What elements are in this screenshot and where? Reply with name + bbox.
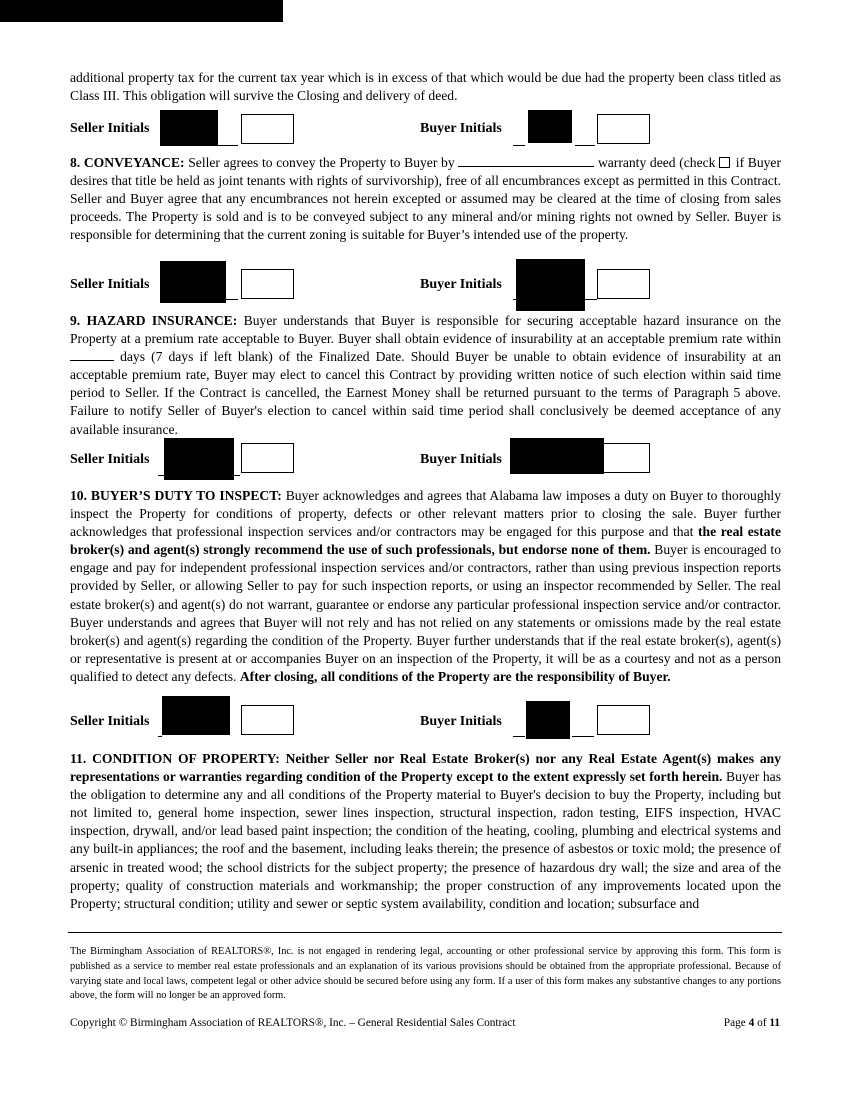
- section-8-heading: 8. CONVEYANCE:: [70, 155, 185, 170]
- buyer-initials-box[interactable]: [597, 443, 650, 473]
- section-11-condition-of-property: [70, 750, 781, 913]
- section-10-bold-a: the real estate broker(s) and agent(s) strongly recommend the use of such professionals, but endorse none of them.: [70, 524, 781, 558]
- buyer-initials-label: Buyer Initials: [420, 121, 502, 136]
- section-9-heading: 9. HAZARD INSURANCE:: [70, 313, 238, 328]
- seller-initials-redaction: [160, 110, 218, 146]
- initials-row-4: [70, 700, 781, 738]
- section-10-bold-b: After closing, all conditions of the Property are the responsibility of Buyer.: [239, 668, 671, 684]
- buyer-initials-line-2: [575, 145, 595, 146]
- seller-initials-line: [218, 145, 238, 146]
- page-current: 4: [748, 1017, 755, 1029]
- buyer-initials-redaction: [526, 701, 570, 739]
- page-word: Page: [723, 1017, 749, 1029]
- buyer-initials-label: Buyer Initials: [420, 452, 502, 467]
- section-10-text-a: Buyer acknowledges and agrees that Alabama law imposes a duty on Buyer to thoroughly inspect the Property for conditions of property, defects or other relevant matters prior to closing the sale. Buyer further acknowledges that professional inspection services and/or contractors may be engaged for this purpose and that: [70, 488, 781, 540]
- redaction-bar: [0, 0, 283, 22]
- joint-tenants-checkbox[interactable]: [719, 157, 730, 168]
- footer-divider: [68, 932, 782, 933]
- section-11-heading: 11. CONDITION OF PROPERTY: Neither Seller nor Real Estate Broker(s) nor any Real Estate Agent(s) makes any representations or warranties regarding condition of the Property except to the extent expressly set forth herein.: [70, 751, 781, 785]
- seller-initials-box[interactable]: [241, 705, 294, 735]
- seller-initials-box[interactable]: [241, 114, 294, 144]
- seller-initials-label: Seller Initials: [70, 277, 150, 292]
- seller-initials-box[interactable]: [241, 443, 294, 473]
- section-8-text-c: if Buyer desires that title be held as joint tenants with rights of survivorship), free of all encumbrances except as permitted in this Contract. Seller and Buyer agree that any encumbrances not herein excepted or assumed may be cleared at the time of closing from sales proceeds. The Property is sold and is to be conveyed subject to any mineral and/or mining rights not owned by Seller. Buyer is responsible for determining that the current zoning is suitable for Buyer’s intended use of the property.: [70, 155, 781, 243]
- buyer-initials-box[interactable]: [597, 269, 650, 299]
- section-9-text-a: Buyer understands that Buyer is responsible for securing acceptable hazard insurance on the Property at a premium rate acceptable to Buyer. Buyer shall obtain evidence of insurability at an acceptable premium rate within: [70, 313, 782, 347]
- buyer-initials-label: Buyer Initials: [420, 714, 502, 729]
- section-10-heading: 10. BUYER’S DUTY TO INSPECT:: [70, 488, 282, 503]
- section-9-hazard-insurance: [70, 312, 781, 439]
- page-number: [724, 1017, 780, 1029]
- buyer-initials-redaction: [510, 438, 604, 474]
- initials-row-1: [70, 110, 781, 148]
- section-8-text-a: Seller agrees to convey the Property to Buyer by: [184, 155, 459, 170]
- buyer-initials-redaction: [516, 259, 585, 311]
- section-8-conveyance: [70, 154, 781, 244]
- section-10-text-b: Buyer is encouraged to engage and pay for independent professional inspection services and/or contractors, rather than using previous inspection reports provided by Seller, or allowing Seller to pay for such inspection reports, or using an inspector recommended by Seller. The real estate broker(s) and agent(s) do not warrant, guarantee or endorse any particular professional inspection service and/or contractor. Buyer understands and agrees that Buyer will not rely and has not relied on any statements or omissions made by the real estate broker(s) and agent(s) regarding the condition of the Property. Buyer further understands that if the real estate broker(s), agent(s) or representative is present at or accompanies Buyer on an inspection of the Property, it will be as a courtesy and not as a person qualified to detect any defects.: [70, 542, 781, 684]
- initials-row-3: [70, 440, 781, 478]
- buyer-initials-label: Buyer Initials: [420, 277, 502, 292]
- section-9-text-b: days (7 days if left blank) of the Finalized Date. Should Buyer be unable to obtain evidence of insurability at an acceptable premium rate, Buyer may elect to cancel this Contract by providing written notice of such election within said time period to Seller. If the Contract is cancelled, the Earnest Money shall be returned pursuant to the terms of Paragraph 5 above. Failure to notify Seller of Buyer's election to cancel within said time period shall conclusively be deemed acceptance of any available insurance.: [70, 349, 781, 437]
- seller-initials-line: [226, 299, 238, 300]
- intro-paragraph: [70, 69, 781, 105]
- buyer-initials-box[interactable]: [597, 114, 650, 144]
- seller-initials-redaction: [160, 261, 226, 303]
- buyer-initials-line: [513, 736, 525, 737]
- buyer-initials-redaction: [528, 110, 572, 143]
- page-total: 11: [769, 1017, 780, 1029]
- section-11-text: Buyer has the obligation to determine any and all conditions of the Property material to Buyer's decision to buy the Property, including but not limited to, general home inspection, sewer lines inspection, structural inspection, radon testing, EIFS inspection, HVAC inspection, drywall, and/or lead based paint inspection; the condition of the heating, cooling, plumbing and electrical systems and any built-in appliances; the roof and the basement, including leaks therein; the presence of asbestos or toxic mold; the presence of arsenic in treated wood; the school districts for the subject property; the presence of hazardous dry wall; the size and area of the property; quality of construction materials and workmanship; the proper construction of any improvements located upon the Property; structural condition; utility and sewer or septic system availability, condition and location; subsurface and: [70, 769, 781, 911]
- seller-initials-redaction: [164, 438, 234, 480]
- footer-disclaimer: The Birmingham Association of REALTORS®, Inc. is not engaged in rendering legal, accounting or other professional service by approving this form. This form is published as a service to member real estate professionals and an explanation of its various provisions should be obtained from the appropriate professional. Because of varying state and local laws, competent legal or other advice should be secured before using any form. If a user of this form makes any substantive changes to any portions above, the form will no longer be an approved form.: [70, 946, 781, 1002]
- section-10-duty-to-inspect: [70, 487, 781, 686]
- seller-initials-redaction: [162, 696, 230, 735]
- buyer-initials-line-2: [585, 299, 597, 300]
- seller-initials-label: Seller Initials: [70, 121, 150, 136]
- footer-copyright: Copyright © Birmingham Association of REALTORS®, Inc. – General Residential Sales Contract: [70, 1017, 516, 1029]
- insurance-days-blank[interactable]: [70, 360, 114, 361]
- seller-initials-box[interactable]: [241, 269, 294, 299]
- section-8-text-b: warranty deed (check: [594, 155, 720, 170]
- seller-initials-label: Seller Initials: [70, 452, 150, 467]
- seller-initials-label: Seller Initials: [70, 714, 150, 729]
- buyer-initials-line-2: [572, 736, 594, 737]
- seller-initials-line: [158, 736, 162, 737]
- initials-row-2: [70, 261, 781, 299]
- seller-initials-line-2: [234, 475, 240, 476]
- page-of-word: of: [754, 1017, 770, 1029]
- buyer-initials-line: [513, 145, 525, 146]
- intro-text: additional property tax for the current tax year which is in excess of that which would be due had the property been class titled as Class III. This obligation will survive the Closing and delivery of deed.: [70, 70, 781, 104]
- buyer-initials-box[interactable]: [597, 705, 650, 735]
- deed-type-blank[interactable]: [458, 166, 594, 167]
